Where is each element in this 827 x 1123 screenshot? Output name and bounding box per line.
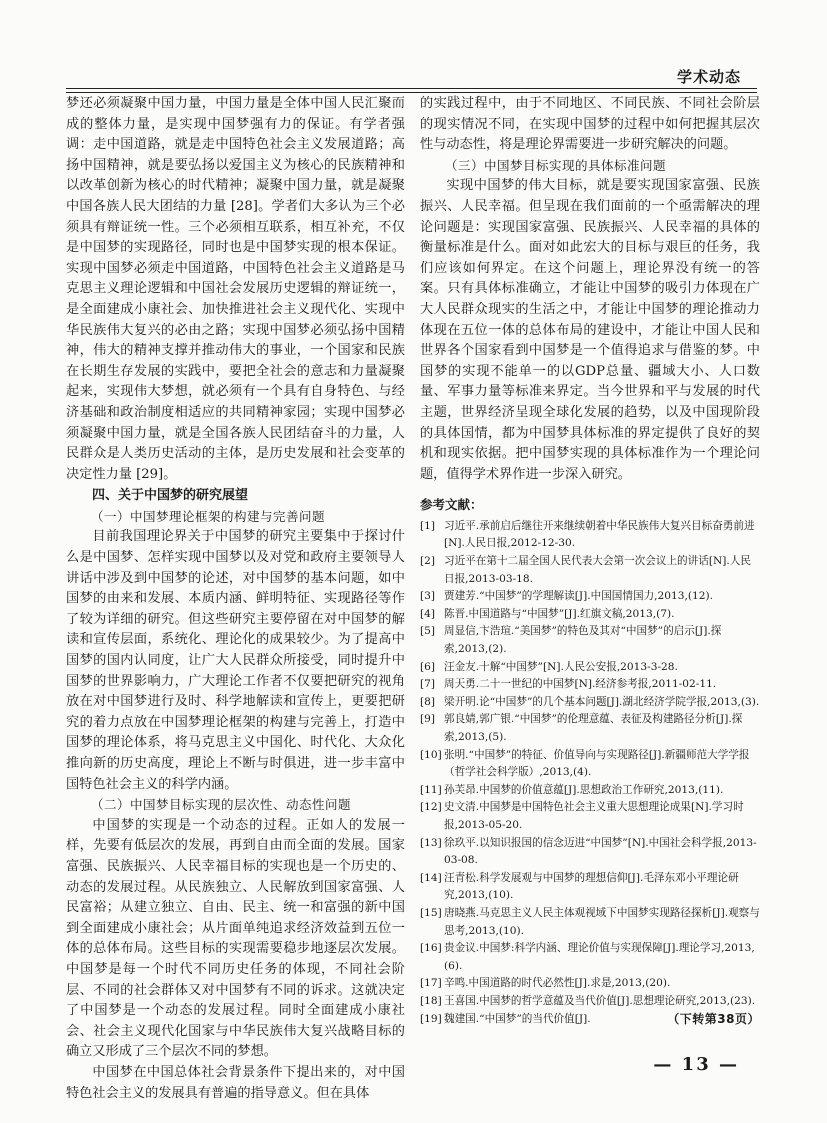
reference-number: [7] bbox=[420, 678, 436, 691]
reference-number: [16] bbox=[420, 942, 442, 955]
reference-item bbox=[420, 606, 760, 624]
references-title: 参考文献： bbox=[420, 497, 483, 513]
reference-number: [14] bbox=[420, 871, 442, 884]
reference-item bbox=[420, 782, 760, 800]
reference-item bbox=[420, 993, 760, 1011]
reference-number: [17] bbox=[420, 977, 442, 990]
reference-item bbox=[420, 588, 760, 606]
references-list bbox=[420, 518, 760, 1028]
reference-number: [18] bbox=[420, 994, 442, 1007]
reference-text: 梁开明.论“中国梦”的几个基本问题[J].湖北经济学院学报,2013,(3). bbox=[444, 695, 760, 708]
paragraph-hierarchy: 中国梦的实现是一个动态的过程。正如人的发展一样，先要有低层次的发展，再到自由而全面的发展。国家富强、民族振兴、人民幸福目标的实现也是一个历史的、动态的发展过程。从民族独立、人民解放到国家富强、人民富裕；从建立独立、自由、民主、统一和富强的新中国到全面建成小康社会；从片面单纯追求经济效益到五位一体的总体布局。这些目标的实现需要稳步地逐层次发展。中国梦是每一个时代不同历史任务的体现，不同社会阶层、不同的社会群体又对中国梦有不同的诉求。这就决定了中国梦是一个动态的发展过程。同时全面建成小康社会、社会主义现代化国家与中华民族伟大复兴战略目标的确立又形成了三个层次不同的梦想。 bbox=[66, 817, 405, 1060]
reference-number: [3] bbox=[420, 590, 436, 603]
reference-item bbox=[420, 799, 760, 834]
subheading-standards: （三）中国梦目标实现的具体标准问题 bbox=[445, 157, 667, 173]
subheading-hierarchy: （二）中国梦目标实现的层次性、动态性问题 bbox=[91, 797, 352, 813]
page-number: — 13 — bbox=[653, 1054, 739, 1075]
reference-item bbox=[420, 553, 760, 588]
reference-text: 孙芙昂.中国梦的价值意蕴[J].思想政治工作研究,2013,(11). bbox=[444, 783, 724, 796]
reference-text: 贾建芳.“中国梦”的学理解读[J].中国国情国力,2013,(12). bbox=[444, 590, 713, 603]
reference-text: 汪青松.科学发展观与中国梦的理想信仰[J].毛泽东邓小平理论研究,2013,(10). bbox=[444, 871, 739, 902]
reference-text: 汪金友.十解“中国梦”[N].人民公安报,2013-3-28. bbox=[444, 660, 678, 673]
reference-text: 郭良婧,郭广银.“中国梦”的伦理意蕴、表征及构建路径分析[J].探索,2013,(5). bbox=[444, 713, 743, 743]
reference-number: [10] bbox=[420, 748, 442, 761]
reference-item bbox=[420, 940, 760, 975]
reference-number: [6] bbox=[420, 660, 436, 673]
reference-text: 魏建国.“中国梦”的当代价值[J]. （下转第38页） bbox=[444, 1011, 760, 1029]
subheading-framework: （一）中国梦理论框架的构建与完善问题 bbox=[91, 508, 326, 524]
paragraph-framework: 目前我国理论界关于中国梦的研究主要集中于探讨什么是中国梦、怎样实现中国梦以及对党和政府主要领导人讲话中涉及到中国梦的论述，对中国梦的基本问题，如中国梦的由来和发展、本质内涵、鲜明特征、实现路径等作了较为详细的研究。但这些研究主要停留在对中国梦的解读和宣传层面，系统化、理论化的成果较少。为了提高中国梦的国内认同度，让广大人民群众所接受，同时提升中国梦的世界影响力，广大理论工作者不仅要把研究的视角放在对中国梦进行及时、科学地解读和宣传上，更要把研究的着力点放在中国梦理论框架的构建与完善上，打造中国梦的理论体系，将马克思主义中国化、时代化、大众化推向新的历史高度，理论上不断与时俱进，进一步丰富中国特色社会主义的科学内涵。 bbox=[66, 529, 405, 792]
reference-number: [1] bbox=[420, 519, 436, 532]
reference-number: [11] bbox=[420, 783, 442, 796]
section-label: 学术动态 bbox=[676, 68, 741, 86]
right-column bbox=[420, 94, 760, 1028]
reference-item bbox=[420, 518, 760, 553]
reference-item bbox=[420, 711, 760, 746]
reference-number: [19] bbox=[420, 1012, 442, 1025]
reference-text: 陈晋.中国道路与“中国梦”[J].红旗文稿,2013,(7). bbox=[444, 607, 675, 620]
reference-item bbox=[420, 1011, 760, 1029]
section-heading-outlook: 四、关于中国梦的研究展望 bbox=[92, 488, 249, 504]
reference-number: [8] bbox=[420, 695, 436, 708]
left-column bbox=[66, 94, 405, 1104]
reference-number: [12] bbox=[420, 801, 442, 814]
reference-item bbox=[420, 975, 760, 993]
reference-text: 史文清.中国梦是中国特色社会主义重大思想理论成果[N].学习时报,2013-05-20. bbox=[444, 801, 744, 831]
reference-text: 辛鸣.中国道路的时代必然性[J].求是,2013,(20). bbox=[444, 977, 671, 990]
reference-number: [5] bbox=[420, 625, 436, 638]
reference-number: [9] bbox=[420, 713, 436, 726]
paragraph-practice: 的实践过程中，由于不同地区、不同民族、不同社会阶层的现实情况不同，在实现中国梦的过程中如何把握其层次性与动态性，将是理论界需要进一步研究解决的问题。 bbox=[420, 96, 760, 153]
paragraph-context: 中国梦在中国总体社会背景条件下提出来的，对中国特色社会主义的发展具有普遍的指导意义。但在具体 bbox=[66, 1064, 405, 1101]
reference-text: 习近平在第十二届全国人民代表大会第一次会议上的讲话[N].人民日报,2013-03-18. bbox=[444, 555, 751, 585]
reference-text: 唐晓燕.马克思主义人民主体观视域下中国梦实现路径探析[J].观察与思考,2013,(10). bbox=[444, 906, 760, 937]
reference-text: 张明.“中国梦”的特征、价值导向与实现路径[J].新疆师范大学学报（哲学社会科学版）,2013,(4). bbox=[444, 748, 750, 779]
reference-number: [2] bbox=[420, 555, 436, 568]
reference-item bbox=[420, 659, 760, 677]
reference-item bbox=[420, 747, 760, 782]
reference-number: [13] bbox=[420, 836, 442, 849]
reference-item bbox=[420, 835, 760, 870]
reference-item bbox=[420, 870, 760, 905]
header-rule bbox=[66, 88, 757, 93]
paragraph-continuation: 梦还必须凝聚中国力量，中国力量是全体中国人民汇聚而成的整体力量，是实现中国梦强有力的保证。有学者强调：走中国道路，就是走中国特色社会主义发展道路；高扬中国精神，就是要弘扬以爱国主义为核心的民族精神和以改革创新为核心的时代精神；凝聚中国力量，就是凝聚中国各族人民大团结的力量 [28]。学者们大多认为三个必须具有辩证统一性。三个必须相互联系，相互补充，不仅是中国梦的实现路径，同时也是中国梦实现的根本保证。实现中国梦必须走中国道路，中国特色社会主义道路是马克思主义理论逻辑和中国社会发展历史逻辑的辩证统一，是全面建成小康社会、加快推进社会主义现代化、实现中华民族伟大复兴的必由之路；实现中国梦必须弘扬中国精神，伟大的精神支撑并推动伟大的事业，一个国家和民族在长期生存发展的实践中，要把全社会的意志和力量凝聚起来，实现伟大梦想，就必须有一个具有自身特色、与经济基础和政治制度相适应的共同精神家园；实现中国梦必须凝聚中国力量，就是全国各族人民团结奋斗的力量，人民群众是人类历史活动的主体，是历史发展和社会变革的决定性力量 [29]。 bbox=[66, 96, 405, 482]
reference-item bbox=[420, 623, 760, 658]
reference-number: [15] bbox=[420, 906, 442, 919]
reference-text: 周天勇.二十一世纪的中国梦[N].经济参考报,2011-02-11. bbox=[444, 678, 717, 691]
reference-text: 习近平.承前启后继往开来继续朝着中华民族伟大复兴目标奋勇前进[N].人民日报,2012-12-30. bbox=[444, 519, 755, 550]
reference-text: 王喜国.中国梦的哲学意蕴及当代价值[J].思想理论研究,2013,(23). bbox=[444, 994, 756, 1007]
reference-text: 贵金议.中国梦:科学内涵、理论价值与实现保障[J].理论学习,2013,(6). bbox=[444, 942, 755, 972]
reference-number: [4] bbox=[420, 607, 436, 620]
reference-text: 周显信,卞浩瑄.“美国梦”的特色及其对“中国梦”的启示[J].探索,2013,(2). bbox=[444, 625, 722, 656]
reference-item bbox=[420, 676, 760, 694]
reference-item bbox=[420, 694, 760, 712]
continued-note: （下转第38页） bbox=[667, 1011, 760, 1026]
paragraph-standards: 实现中国梦的伟大目标，就是要实现国家富强、民族振兴、人民幸福。但呈现在我们面前的一个亟需解决的理论问题是：实现国家富强、民族振兴、人民幸福的具体的衡量标准是什么。面对如此宏大的目标与艰巨的任务，我们应该如何界定。在这个问题上，理论界没有统一的答案。只有具体标准确立，才能让中国梦的吸引力体现在广大人民群众现实的生活之中，才能让中国梦的理论推动力体现在五位一体的总体布局的建设中，才能让中国人民和世界各个国家看到中国梦是一个值得追求与借鉴的梦。中国梦的实现不能单一的以GDP总量、疆域大小、人口数量、军事力量等标准来界定。当今世界和平与发展的时代主题，世界经济呈现全球化发展的趋势，以及中国现阶段的具体国情，都为中国梦具体标准的界定提供了良好的契机和现实依据。把中国梦实现的具体标准作为一个理论问题，值得学术界作进一步深入研究。 bbox=[420, 178, 760, 482]
reference-item bbox=[420, 905, 760, 940]
reference-text: 徐玖平.以知识报国的信念迈进“中国梦”[N].中国社会科学报,2013-03-08. bbox=[444, 836, 757, 867]
